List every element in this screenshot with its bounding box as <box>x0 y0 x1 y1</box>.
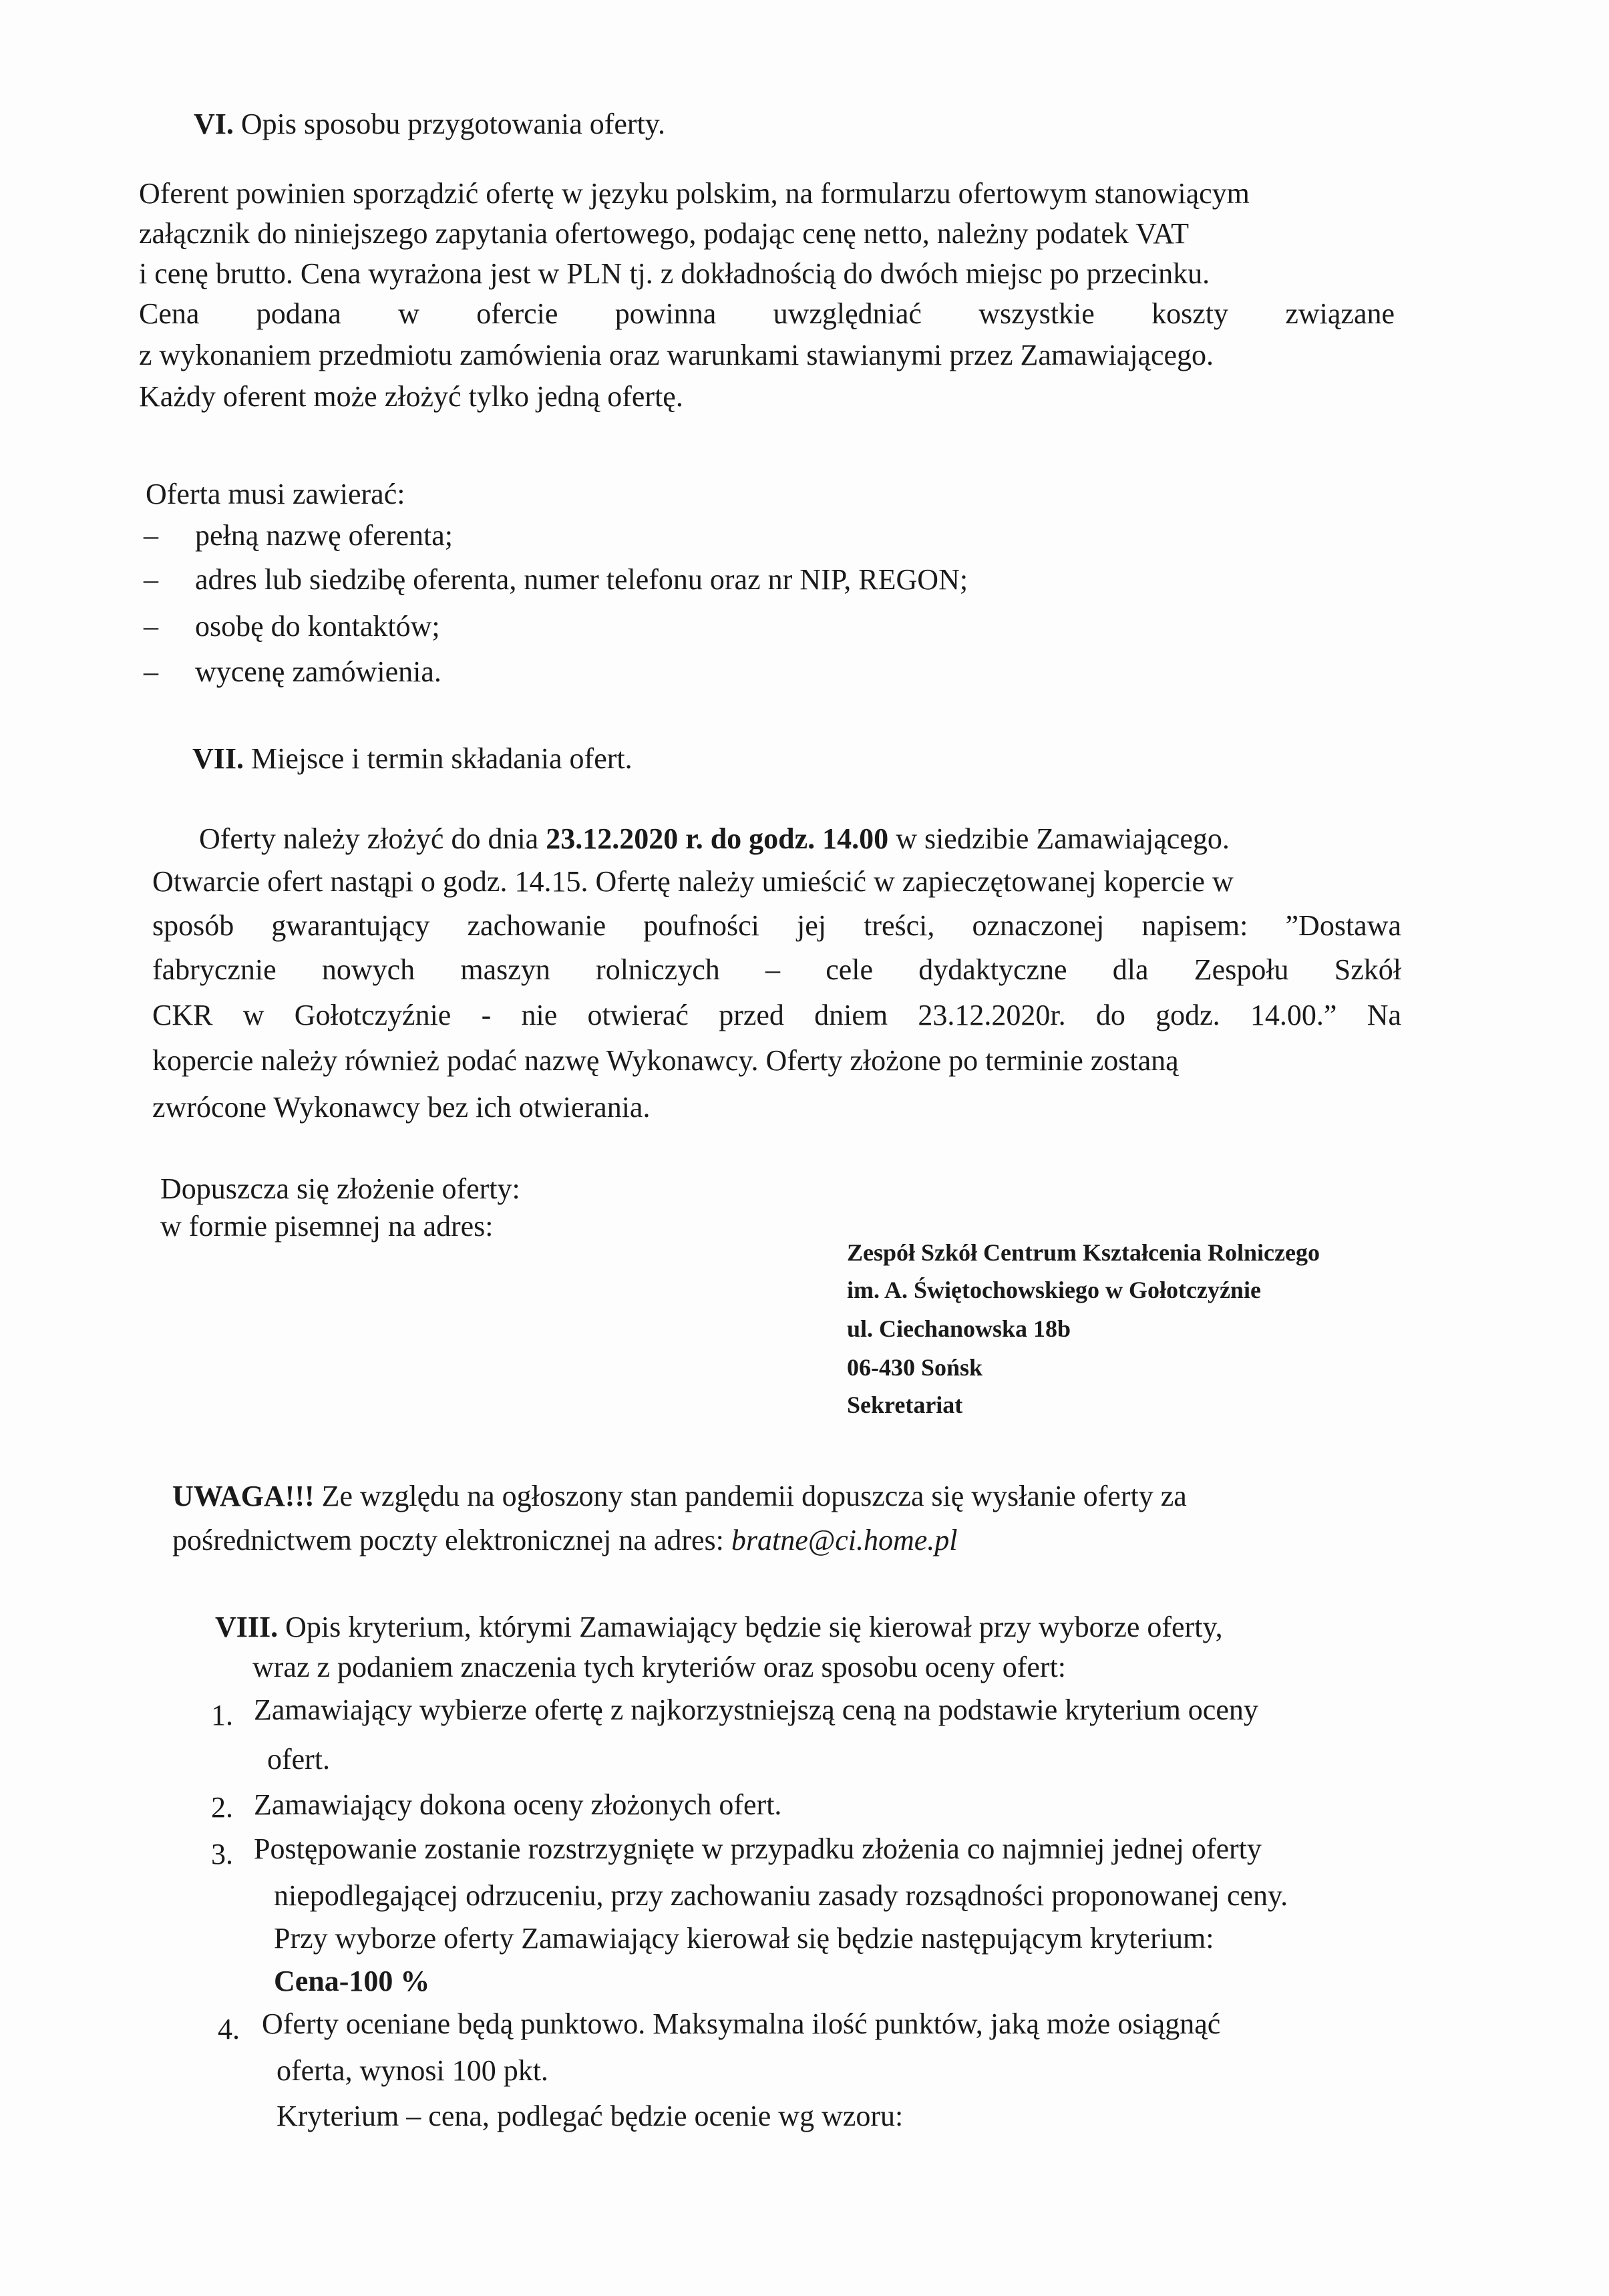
criteria-item: Zamawiający dokona oceny złożonych ofert. <box>254 1788 782 1821</box>
address-line: Sekretariat <box>847 1391 963 1418</box>
section-8-title: Opis kryterium, którymi Zamawiający będzie się kierował przy wyborze oferty, <box>285 1611 1223 1643</box>
paragraph-line: z wykonaniem przedmiotu zamówienia oraz warunkami stawianymi przez Zamawiającego. <box>139 339 1214 371</box>
list-dash: – <box>144 610 158 643</box>
deadline-text: Oferty należy złożyć do dnia <box>199 822 546 855</box>
address-line: im. A. Świętochowskiego w Gołotczyźnie <box>847 1277 1261 1303</box>
list-item: adres lub siedzibę oferenta, numer telefonu oraz nr NIP, REGON; <box>195 563 968 596</box>
criteria-item: Zamawiający wybierze ofertę z najkorzystniejszą ceną na podstawie kryterium oceny <box>254 1693 1258 1726</box>
section-6-title: Opis sposobu przygotowania oferty. <box>240 108 665 140</box>
paragraph-line-justified <box>152 951 1401 989</box>
allowed-form: w formie pisemnej na adres: <box>160 1210 494 1243</box>
address-line: 06-430 Sońsk <box>847 1354 983 1381</box>
notice-text: pośrednictwem poczty elektronicznej na adres: <box>172 1524 731 1556</box>
paragraph-line: i cenę brutto. Cena wyrażona jest w PLN tj. z dokładnością do dwóch miejsc po przecinku. <box>139 257 1210 290</box>
paragraph-line: kopercie należy również podać nazwę Wykonawcy. Oferty złożone po terminie zostaną <box>152 1044 1179 1077</box>
list-item: pełną nazwę oferenta; <box>195 519 453 552</box>
notice-line-1 <box>172 1478 1187 1515</box>
paragraph-line: Każdy oferent może złożyć tylko jedną ofertę. <box>139 380 683 413</box>
notice-label: UWAGA!!! <box>172 1480 315 1512</box>
list-item: osobę do kontaktów; <box>195 610 440 643</box>
criteria-number: 2. <box>211 1791 233 1824</box>
paragraph-line: zwrócone Wykonawcy bez ich otwierania. <box>152 1091 651 1124</box>
address-line: Zespół Szkół Centrum Kształcenia Rolniczego <box>847 1239 1320 1266</box>
section-7-title: Miejsce i termin składania ofert. <box>251 742 633 775</box>
price-criterion: Cena-100 % <box>274 1965 430 1997</box>
list-dash: – <box>144 563 158 596</box>
criteria-item-cont: Kryterium – cena, podlegać będzie ocenie wg wzoru: <box>277 2100 904 2132</box>
criteria-number: 1. <box>211 1699 233 1732</box>
must-contain-label: Oferta musi zawierać: <box>146 478 405 510</box>
paragraph-line-justified <box>152 997 1401 1034</box>
criteria-item-cont: Przy wyborze oferty Zamawiający kierował się będzie następującym kryterium: <box>274 1922 1214 1955</box>
section-6-heading <box>194 106 665 143</box>
section-7-heading <box>192 740 633 778</box>
section-7-number: VII. <box>192 742 244 775</box>
list-dash: – <box>144 519 158 552</box>
criteria-item-cont: ofert. <box>267 1743 331 1776</box>
paragraph-line: fabrycznie nowych maszyn rolniczych – cele dydaktyczne dla Zespołu Szkół <box>152 953 1401 986</box>
allowed-label: Dopuszcza się złożenie oferty: <box>160 1172 520 1205</box>
address-line: ul. Ciechanowska 18b <box>847 1315 1071 1342</box>
notice-line-2 <box>172 1522 958 1559</box>
criteria-item-cont: oferta, wynosi 100 pkt. <box>277 2054 548 2087</box>
paragraph-line: sposób gwarantujący zachowanie poufności jej treści, oznaczonej napisem: ”Dostawa <box>152 909 1401 942</box>
deadline-date: 23.12.2020 r. do godz. 14.00 <box>546 822 889 855</box>
paragraph-line: załącznik do niniejszego zapytania ofertowego, podając cenę netto, należny podatek VAT <box>139 217 1189 250</box>
notice-text: Ze względu na ogłoszony stan pandemii dopuszcza się wysłanie oferty za <box>314 1480 1187 1512</box>
paragraph-line-justified <box>139 295 1395 333</box>
deadline-line <box>199 820 1230 858</box>
criteria-item: Postępowanie zostanie rozstrzygnięte w przypadku złożenia co najmniej jednej oferty <box>254 1832 1262 1865</box>
criteria-number: 3. <box>211 1838 233 1870</box>
paragraph-line: Oferent powinien sporządzić ofertę w języku polskim, na formularzu ofertowym stanowiącym <box>139 177 1250 210</box>
list-item: wycenę zamówienia. <box>195 655 441 688</box>
criteria-item: Oferty oceniane będą punktowo. Maksymalna ilość punktów, jaką może osiągnąć <box>262 2007 1221 2040</box>
list-dash: – <box>144 655 158 688</box>
criteria-item-cont: niepodlegającej odrzuceniu, przy zachowaniu zasady rozsądności proponowanej ceny. <box>274 1879 1288 1912</box>
notice-email-link[interactable]: bratne@ci.home.pl <box>731 1524 958 1556</box>
deadline-place: w siedzibie Zamawiającego. <box>888 822 1230 855</box>
criteria-number: 4. <box>218 2013 240 2045</box>
paragraph-line: CKR w Gołotczyźnie - nie otwierać przed dniem 23.12.2020r. do godz. 14.00.” Na <box>152 999 1401 1031</box>
paragraph-line: Cena podana w ofercie powinna uwzględniać wszystkie koszty związane <box>139 297 1395 330</box>
paragraph-line: Otwarcie ofert nastąpi o godz. 14.15. Ofertę należy umieścić w zapieczętowanej kopercie w <box>152 865 1234 898</box>
section-6-number: VI. <box>194 108 234 140</box>
section-8-title-cont: wraz z podaniem znaczenia tych kryteriów oraz sposobu oceny ofert: <box>252 1651 1067 1683</box>
section-8-heading <box>215 1609 1223 1646</box>
paragraph-line-justified <box>152 907 1401 945</box>
section-8-number: VIII. <box>215 1611 279 1643</box>
